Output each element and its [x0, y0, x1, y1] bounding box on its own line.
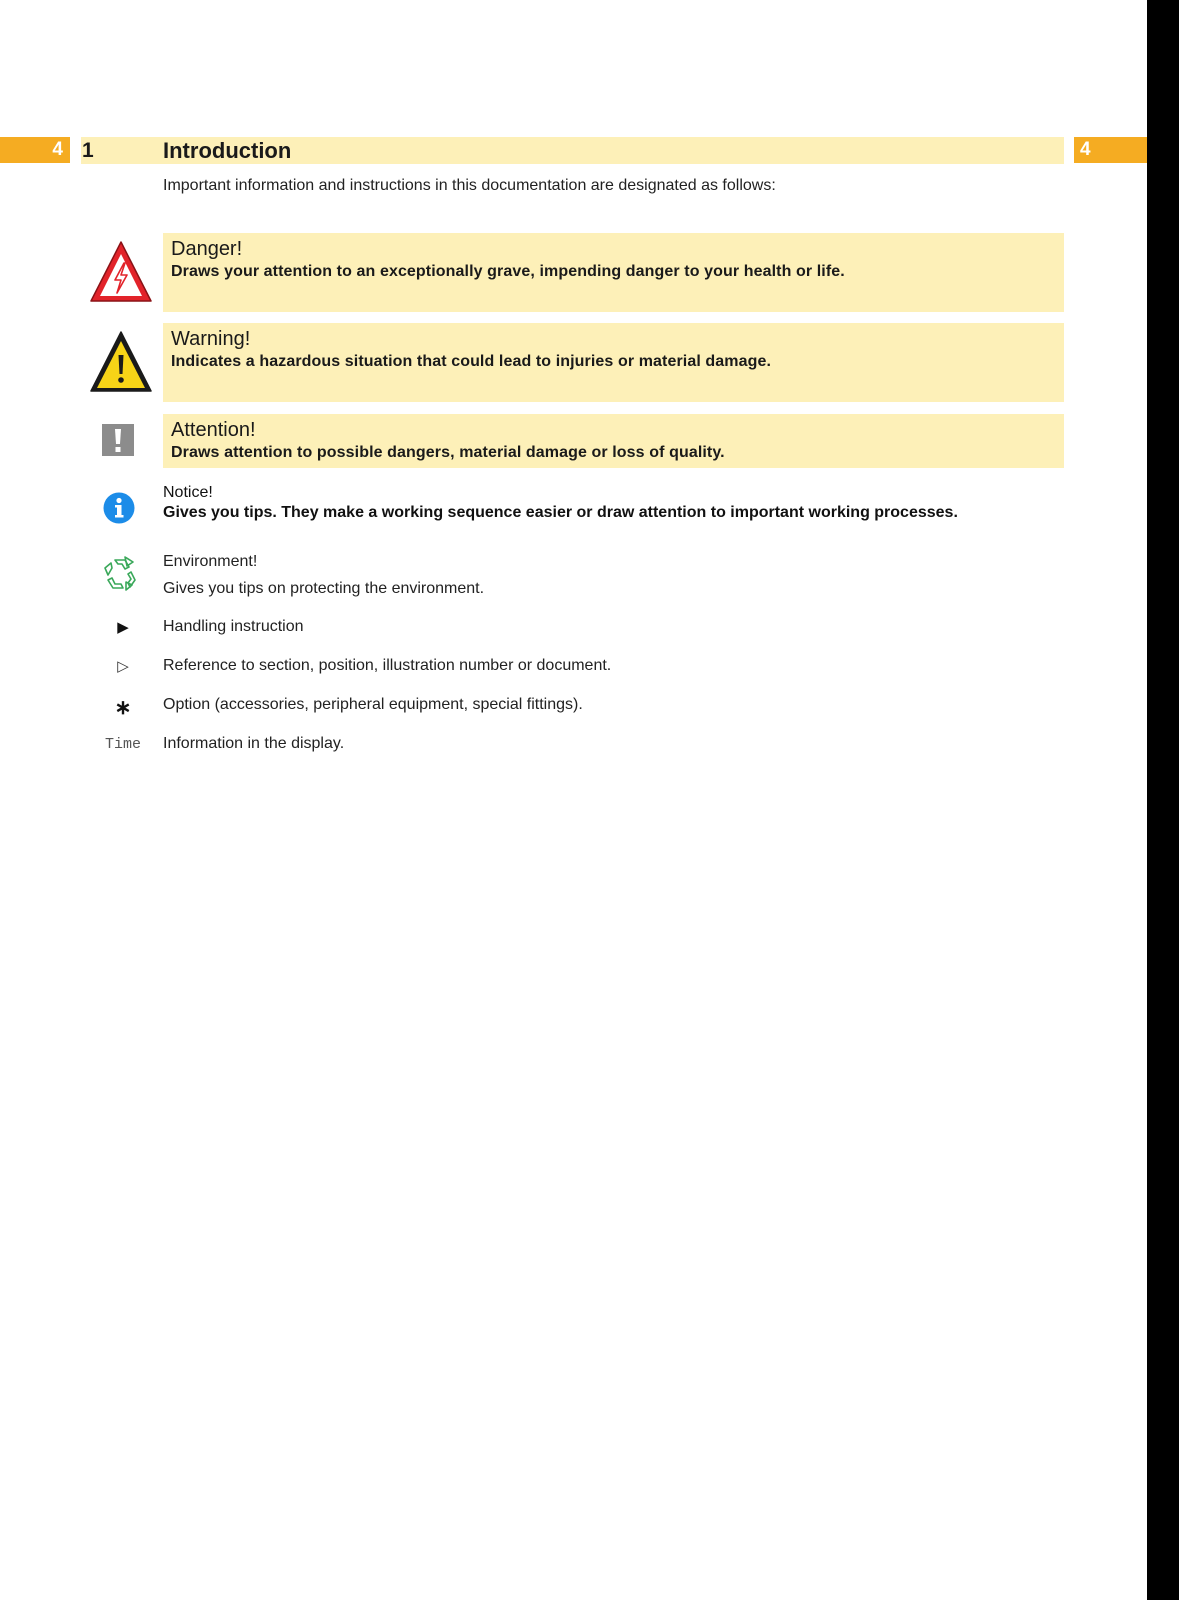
warning-text: Indicates a hazardous situation that could lead to injuries or material damage. — [171, 353, 772, 370]
notice-heading: Notice! — [163, 484, 213, 501]
environment-heading: Environment! — [163, 553, 258, 570]
danger-box — [163, 233, 1064, 312]
exclamation-warning-icon — [88, 329, 154, 395]
page-number-left: 4 — [0, 137, 70, 163]
notice-text: Gives you tips. They make a working sequence easier or draw attention to important working processes. — [163, 504, 958, 521]
environment-text: Gives you tips on protecting the environment. — [163, 580, 485, 597]
reference-text: Reference to section, position, illustration number or document. — [163, 657, 612, 674]
high-voltage-warning-icon — [88, 239, 154, 305]
attention-exclamation-icon — [102, 424, 134, 456]
page-number-right: 4 — [1074, 137, 1147, 163]
intro-text: Important information and instructions in this documentation are designated as follows: — [163, 177, 776, 194]
danger-text: Draws your attention to an exceptionally grave, impending danger to your health or life. — [171, 263, 845, 280]
page-edge-bar — [1147, 0, 1179, 1600]
reference-icon: ▷ — [117, 658, 129, 675]
info-icon — [103, 492, 135, 524]
warning-heading: Warning! — [171, 328, 251, 350]
chapter-title: Introduction — [163, 138, 292, 163]
recycle-icon — [101, 554, 139, 592]
handling-instruction-icon: ▶ — [117, 619, 129, 636]
handling-instruction-text: Handling instruction — [163, 618, 304, 635]
chapter-number: 1 — [82, 139, 94, 162]
danger-heading: Danger! — [171, 238, 243, 260]
display-text-sample: Time — [104, 736, 141, 753]
option-text: Option (accessories, peripheral equipment, special fittings). — [163, 696, 583, 713]
option-asterisk-icon: ∗ — [114, 697, 132, 719]
attention-box — [163, 414, 1064, 468]
warning-box — [163, 323, 1064, 402]
display-info-text: Information in the display. — [163, 735, 345, 752]
attention-text: Draws attention to possible dangers, material damage or loss of quality. — [171, 444, 725, 461]
attention-heading: Attention! — [171, 419, 256, 441]
